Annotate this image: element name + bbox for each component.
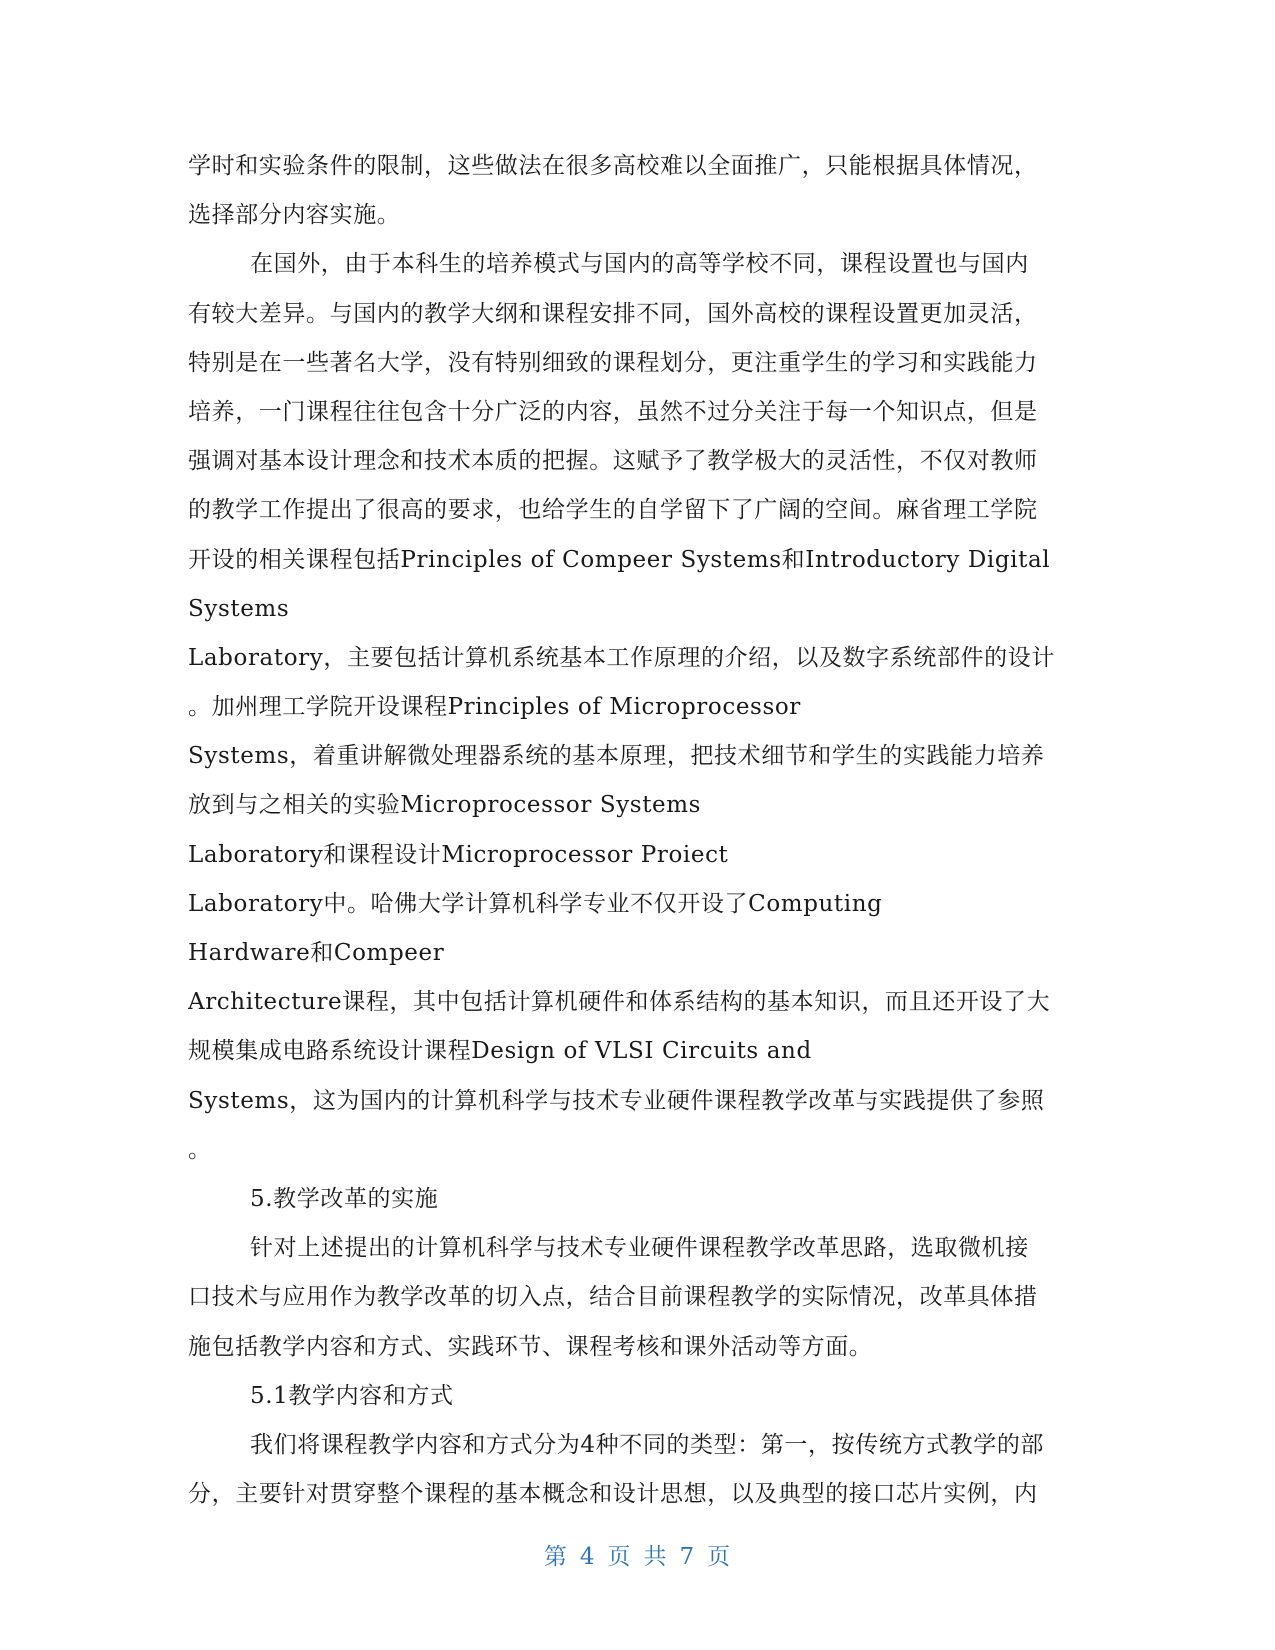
text-line: 的教学工作提出了很高的要求，也给学生的自学留下了广阔的空间。麻省理工学院 <box>188 497 1038 524</box>
text-line: 。加州理工学院开设课程Principles of Microprocessor <box>188 694 801 721</box>
text-line: 强调对基本设计理念和技术本质的把握。这赋予了教学极大的灵活性，不仅对教师 <box>188 448 1038 475</box>
section-heading: 5.教学改革的实施 <box>250 1185 439 1212</box>
text-line: 针对上述提出的计算机科学与技术专业硬件课程教学改革思路，选取微机接 <box>250 1235 1029 1262</box>
text-line: 有较大差异。与国内的教学大纲和课程安排不同，国外高校的课程设置更加灵活， <box>188 300 1038 327</box>
text-line: 口技术与应用作为教学改革的切入点，结合目前课程教学的实际情况，改革具体措 <box>188 1284 1038 1311</box>
text-line: 放到与之相关的实验Microprocessor Systems <box>188 792 702 819</box>
text-line: 。 <box>188 1136 212 1163</box>
subsection-heading: 5.1教学内容和方式 <box>250 1382 454 1409</box>
total-page-count: 7 <box>679 1544 696 1570</box>
text-line: 培养，一门课程往往包含十分广泛的内容，虽然不过分关注于每一个知识点，但是 <box>188 398 1038 425</box>
text-line: Systems <box>188 595 290 622</box>
body-text <box>188 142 1088 1519</box>
text-line: Systems，着重讲解微处理器系统的基本原理，把技术细节和学生的实践能力培养 <box>188 743 1045 770</box>
text-line: 开设的相关课程包括Principles of Compeer Systems和Introductory Digital <box>188 546 1051 573</box>
text-line: Laboratory，主要包括计算机系统基本工作原理的介绍，以及数字系统部件的设计 <box>188 644 1055 671</box>
footer-di: 第 <box>543 1544 568 1570</box>
text-line: Hardware和Compeer <box>188 940 445 966</box>
text-line: 施包括教学内容和方式、实践环节、课程考核和课外活动等方面。 <box>188 1333 873 1360</box>
text-line: 特别是在一些著名大学，没有特别细致的课程划分，更注重学生的学习和实践能力 <box>188 349 1038 376</box>
footer-ye: 页 <box>707 1544 732 1570</box>
text-line: Architecture课程，其中包括计算机硬件和体系结构的基本知识，而且还开设了大 <box>188 989 1051 1016</box>
text-line: Laboratory和课程设计Microprocessor Proiect <box>188 841 729 868</box>
footer-gong: 共 <box>643 1544 668 1570</box>
text-line: 学时和实验条件的限制，这些做法在很多高校难以全面推广，只能根据具体情况， <box>188 153 1038 179</box>
footer-ye: 页 <box>607 1544 632 1570</box>
page-footer <box>0 1538 1275 1571</box>
text-line: Systems，这为国内的计算机科学与技术专业硬件课程教学改革与实践提供了参照 <box>188 1087 1045 1114</box>
text-line: 选择部分内容实施。 <box>188 202 401 229</box>
text-line: 分，主要针对贯穿整个课程的基本概念和设计思想，以及典型的接口芯片实例，内 <box>188 1481 1038 1508</box>
text-line: 规模集成电路系统设计课程Design of VLSI Circuits and <box>188 1038 812 1065</box>
text-line: 我们将课程教学内容和方式分为4种不同的类型：第一，按传统方式教学的部 <box>250 1431 1045 1458</box>
text-line: 在国外，由于本科生的培养模式与国内的高等学校不同，课程设置也与国内 <box>250 251 1029 278</box>
text-line: Laboratory中。哈佛大学计算机科学专业不仅开设了Computing <box>188 890 883 917</box>
current-page-number: 4 <box>579 1544 596 1570</box>
